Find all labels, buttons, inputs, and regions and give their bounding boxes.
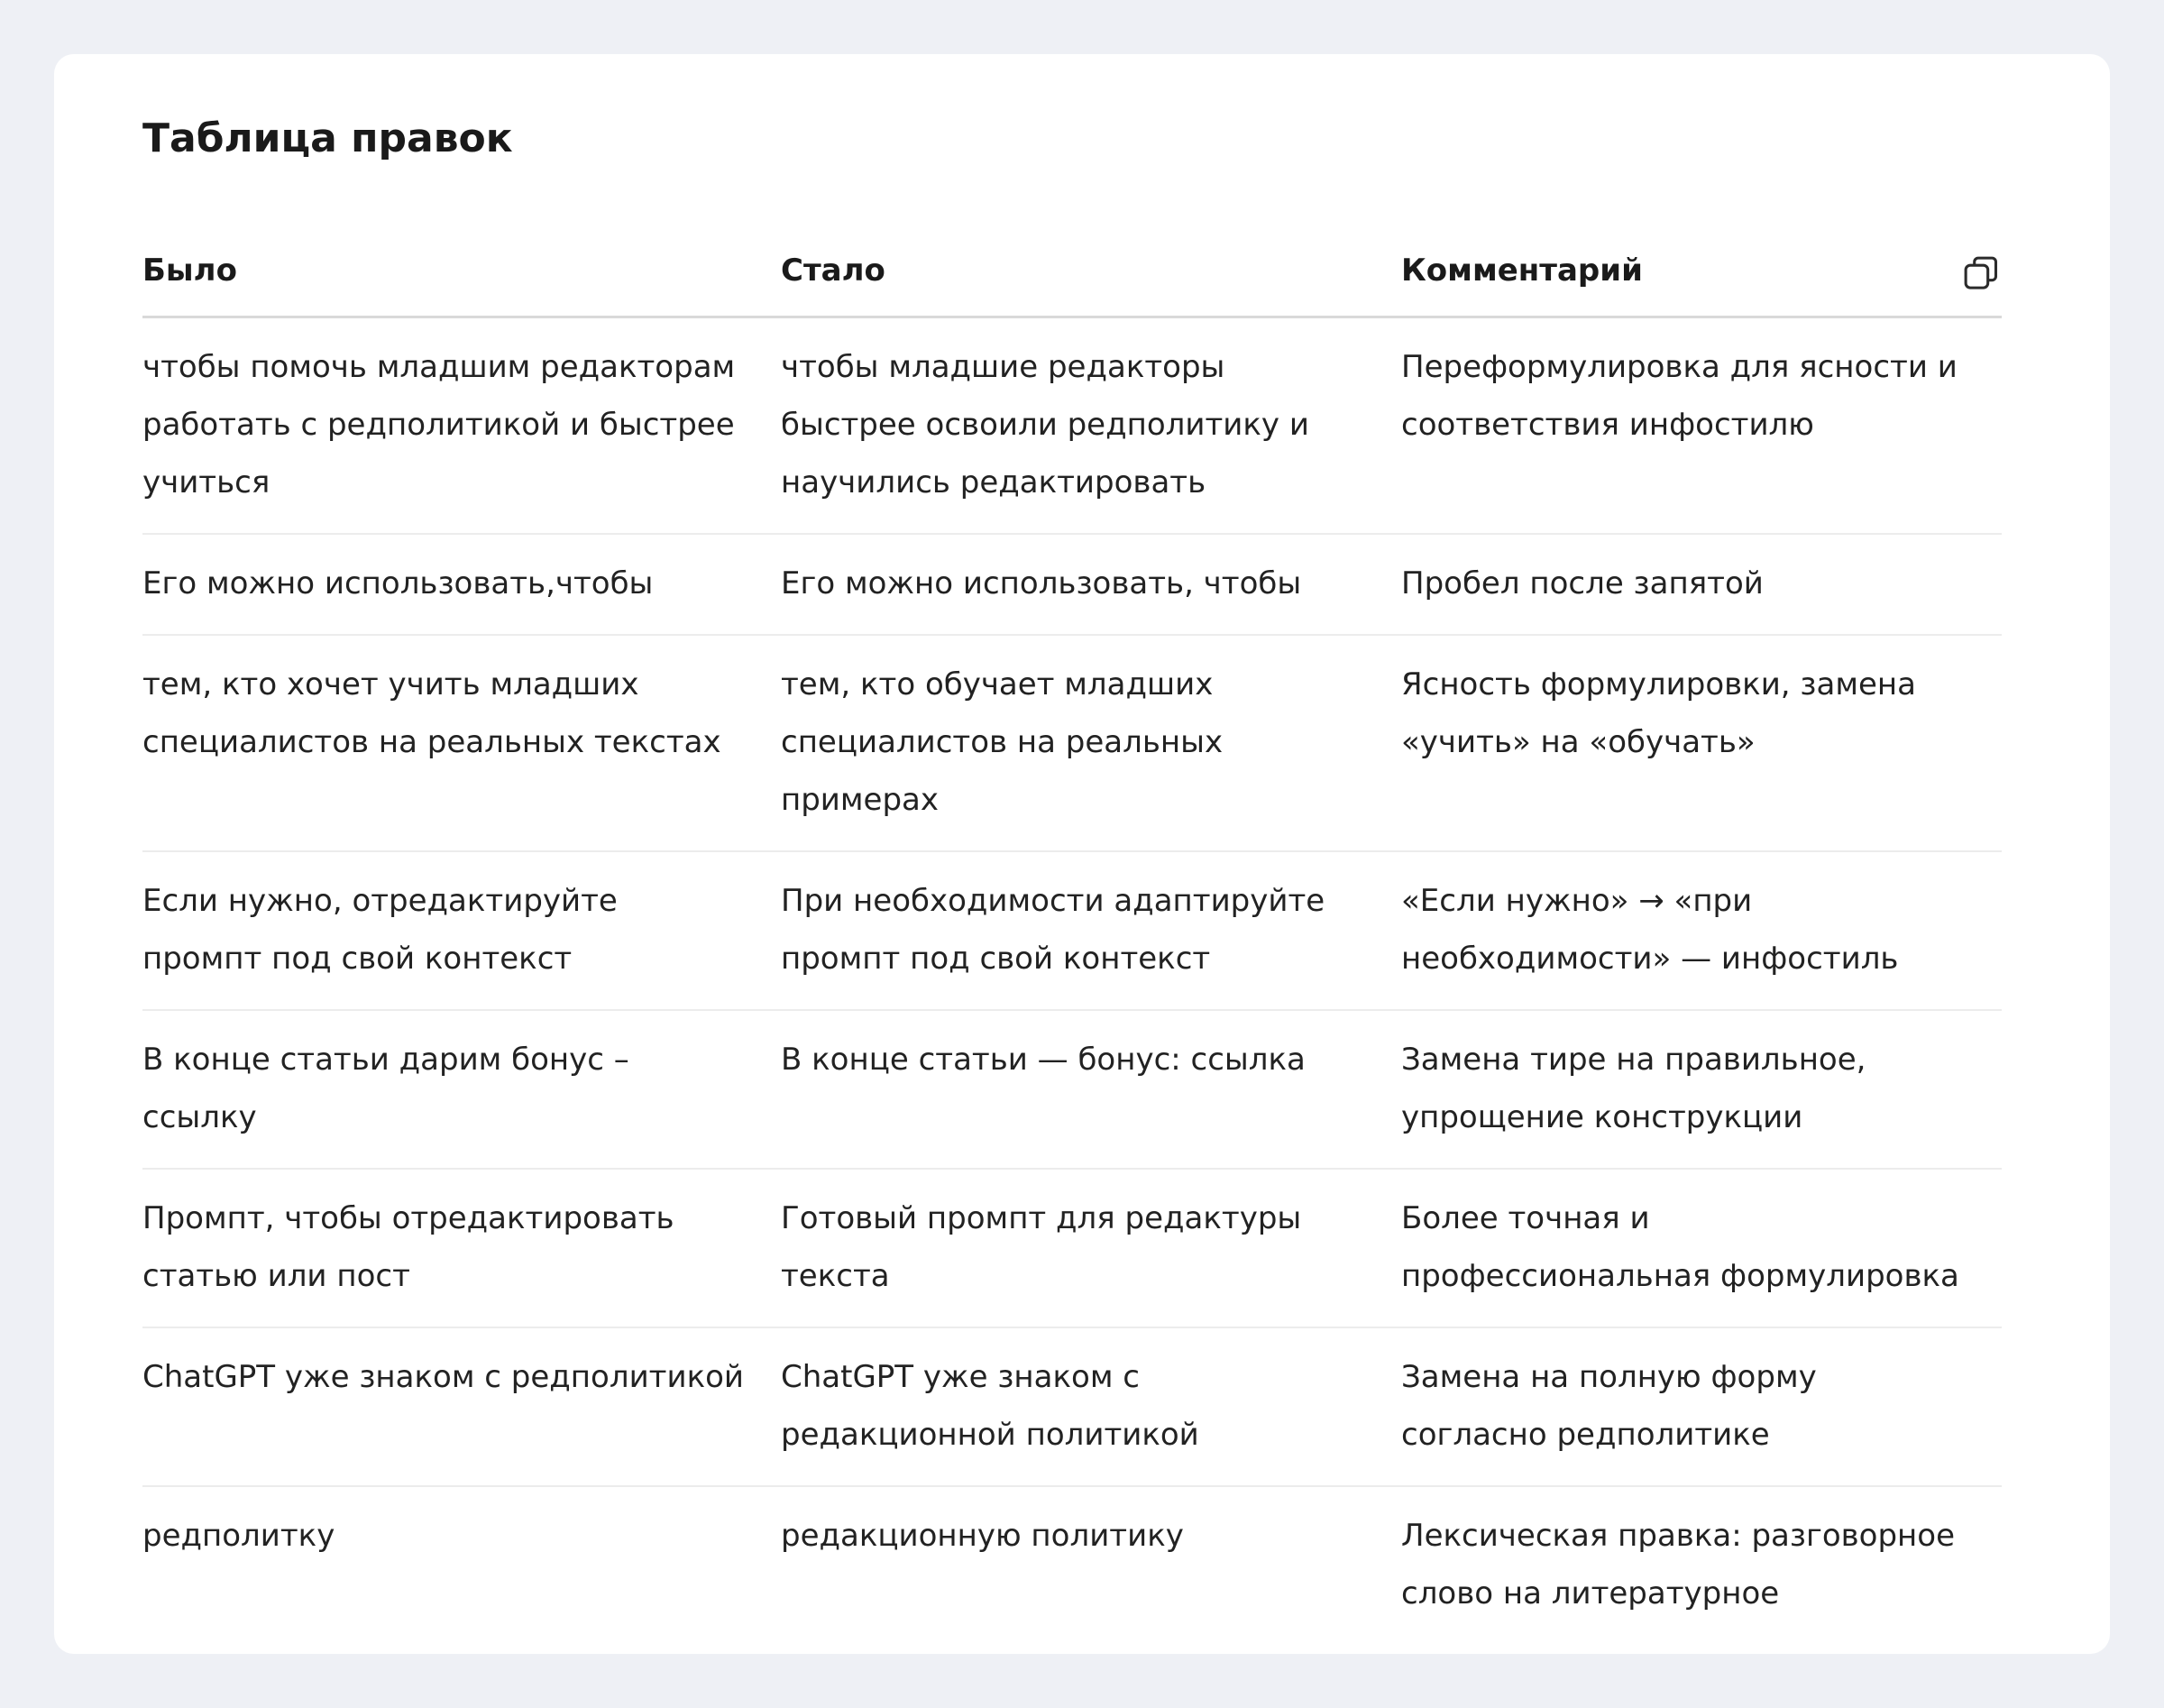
cell-after: Его можно использовать, чтобы (781, 534, 1401, 635)
header-comment (1401, 225, 2002, 317)
copy-table-button[interactable] (1960, 253, 2002, 294)
cell-after: Готовый промпт для редактуры текста (781, 1169, 1401, 1327)
cell-comment: Переформулировка для ясности и соответствия инфостилю (1401, 317, 2002, 535)
cell-comment: Ясность формулировки, замена «учить» на «обучать» (1401, 635, 2002, 851)
table-row (142, 1010, 2002, 1169)
card-title: Таблица правок (142, 115, 513, 161)
cell-before: редполитку (142, 1518, 335, 1554)
cell-before: Если нужно, отредактируйте промпт под свой контекст (142, 851, 781, 1010)
header-after: Стало (781, 225, 1401, 317)
cell-after: тем, кто обучает младших специалистов на реальных примерах (781, 635, 1401, 851)
table-header-row (142, 225, 2002, 317)
copy-icon (1960, 253, 2002, 294)
cell-after: чтобы младшие редакторы быстрее освоили редполитику и научились редактировать (781, 317, 1401, 535)
cell-after: редакционную политику (781, 1518, 1184, 1554)
cell-comment: Лексическая правка: разговорное слово на литературное (1401, 1518, 1955, 1612)
table-row (142, 317, 2002, 535)
header-comment-label: Комментарий (1401, 253, 1643, 289)
edits-card (54, 54, 2110, 1654)
cell-before: Промпт, чтобы отредактировать статью или пост (142, 1169, 781, 1327)
cell-comment: Более точная и профессиональная формулировка (1401, 1169, 2002, 1327)
cell-comment: Пробел после запятой (1401, 534, 2002, 635)
edits-table (142, 225, 2002, 1644)
cell-before: чтобы помочь младшим редакторам работать с редполитикой и быстрее учиться (142, 317, 781, 535)
header-before: Было (142, 225, 781, 317)
table-row (142, 851, 2002, 1010)
edits-table-wrap (142, 225, 2002, 1644)
table-row (142, 1169, 2002, 1327)
cell-after: ChatGPT уже знаком с редакционной политикой (781, 1327, 1401, 1486)
table-row (142, 635, 2002, 851)
table-row (142, 1327, 2002, 1486)
table-row (142, 1486, 2002, 1644)
cell-comment: Замена тире на правильное, упрощение конструкции (1401, 1010, 2002, 1169)
cell-comment: Замена на полную форму согласно редполитике (1401, 1327, 2002, 1486)
cell-before: ChatGPT уже знаком с редполитикой (142, 1327, 781, 1486)
cell-after: При необходимости адаптируйте промпт под свой контекст (781, 851, 1401, 1010)
cell-before: тем, кто хочет учить младших специалистов на реальных текстах (142, 635, 781, 851)
cell-before: Его можно использовать,чтобы (142, 534, 781, 635)
cell-comment: «Если нужно» → «при необходимости» — инфостиль (1401, 851, 2002, 1010)
cell-before: В конце статьи дарим бонус – ссылку (142, 1010, 781, 1169)
cell-after: В конце статьи — бонус: ссылка (781, 1010, 1401, 1169)
table-row (142, 534, 2002, 635)
